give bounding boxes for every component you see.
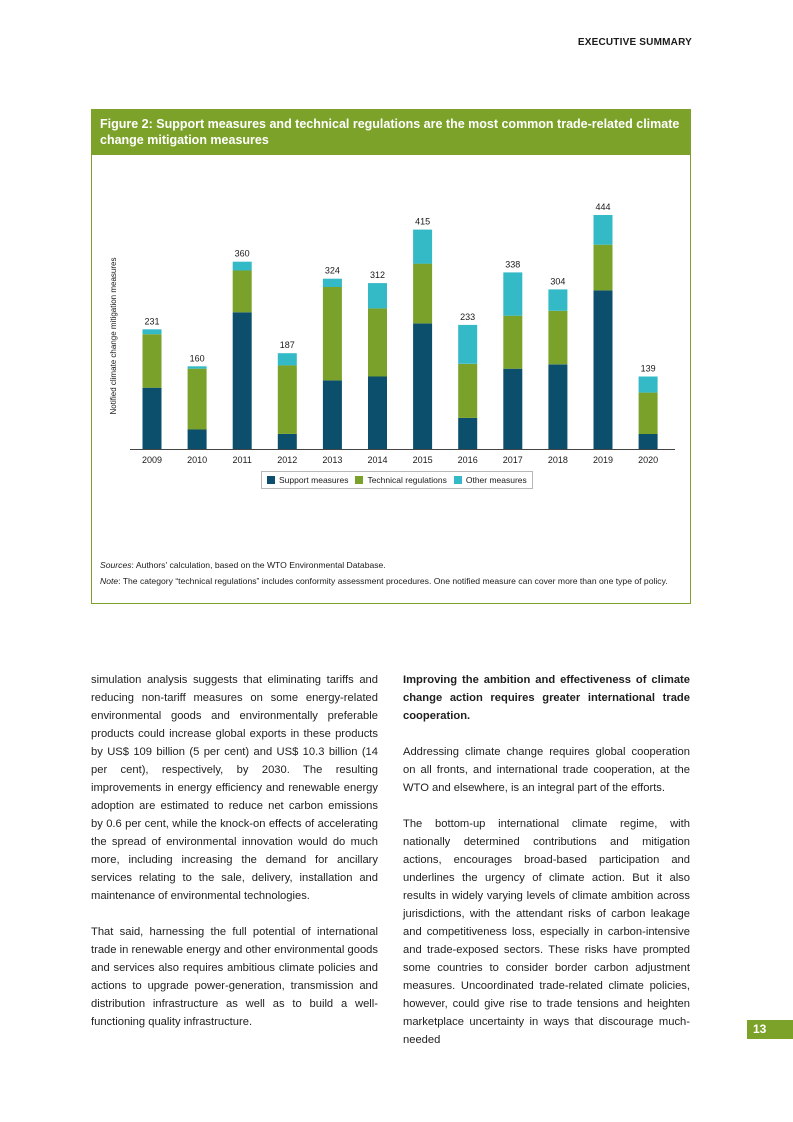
bar-segment-technical-regulations	[143, 334, 162, 388]
x-tick-label: 2012	[277, 455, 298, 465]
bar-segment-other-measures	[639, 377, 658, 393]
bar-segment-support-measures	[188, 430, 207, 450]
bar-segment-support-measures	[413, 324, 432, 450]
legend-swatch-support	[267, 476, 275, 484]
x-tick-label: 2010	[187, 455, 208, 465]
x-tick-label: 2018	[547, 455, 568, 465]
bar-segment-support-measures	[368, 377, 387, 450]
sources-text: : Authors' calculation, based on the WTO Environmental Database.	[131, 560, 386, 570]
bar-segment-support-measures	[143, 388, 162, 449]
bar-total-label: 312	[369, 270, 386, 281]
bar-segment-support-measures	[233, 312, 252, 449]
bar-segment-other-measures	[233, 262, 252, 271]
bar-segment-technical-regulations	[323, 287, 342, 380]
legend-swatch-other	[454, 476, 462, 484]
bar-segment-other-measures	[503, 272, 522, 315]
bar-segment-technical-regulations	[233, 271, 252, 313]
legend-item-technical	[355, 475, 446, 485]
bar-segment-support-measures	[278, 434, 297, 449]
bar-segment-technical-regulations	[639, 393, 658, 434]
bar-segment-other-measures	[278, 353, 297, 365]
bar-segment-other-measures	[413, 230, 432, 264]
bar-segment-technical-regulations	[188, 369, 207, 430]
bar-total-label: 304	[550, 276, 566, 287]
bar-segment-other-measures	[188, 366, 207, 368]
bar-segment-other-measures	[458, 325, 477, 364]
note-text: : The category “technical regulations” includes conformity assessment procedures. One notified measure can cover more than one type of policy.	[118, 576, 668, 586]
legend-label-technical: Technical regulations	[367, 475, 447, 485]
bar-segment-support-measures	[594, 290, 613, 449]
x-tick-label: 2019	[592, 455, 614, 465]
legend-swatch-technical	[355, 476, 363, 484]
x-tick-label: 2011	[232, 455, 252, 465]
bar-total-label: 231	[144, 316, 160, 327]
bar-segment-support-measures	[548, 364, 567, 449]
bar-segment-other-measures	[323, 279, 342, 287]
x-tick-label: 2020	[638, 455, 659, 465]
x-tick-label: 2015	[412, 455, 433, 465]
bar-segment-other-measures	[548, 289, 567, 310]
bar-segment-technical-regulations	[278, 365, 297, 434]
bar-total-label: 444	[595, 202, 611, 212]
lead-paragraph: Improving the ambition and effectiveness of climate change action requires greater international trade cooperation.	[403, 674, 690, 722]
body-paragraph: simulation analysis suggests that eliminating tariffs and reducing non-tariff measures on some energy-related environmental goods and environmentally preferable products could increase global exports in these products by US$ 109 billion (5 per cent) and US$ 10.3 billion (14 per cent), respectively, by 2030. The resulting improvements in energy efficiency and renewable energy adoption are estimated to reduce net carbon emissions by 0.6 per cent, while the knock-on effects of accelerating the spread of environmental innovation would do much more, including increasing the demand for ancillary services relating to the sale, delivery, installation and maintenance of environmental technologies.	[91, 674, 378, 902]
x-tick-label: 2014	[367, 455, 388, 465]
body-paragraph: Addressing climate change requires global cooperation on all fronts, and international trade cooperation, at the WTO and elsewhere, is an integral part of the efforts.	[403, 746, 690, 794]
sources-label: Sources	[100, 560, 132, 570]
body-paragraph: The bottom-up international climate regime, with nationally determined contributions and mitigation actions, encourages broad-based participation and underlines the urgency of climate action. But it also results in widely varying levels of climate ambition across jurisdictions, with the attendant risks of carbon leakage and competitiveness loss, especially in carbon-intensive and trade-exposed sectors. These risks have prompted some countries to consider border carbon adjustment measures. Uncoordinated trade-related climate policies, however, could give rise to trade tensions and heighten marketplace uncertainty in ways that discourage much-needed	[403, 818, 690, 1046]
y-axis-label: Notified climate change mitigation measures	[109, 257, 118, 415]
bar-segment-support-measures	[639, 434, 658, 449]
figure-box	[91, 109, 691, 604]
figure-note	[100, 575, 682, 587]
bar-total-label: 160	[189, 353, 205, 364]
x-tick-label: 2013	[322, 455, 343, 465]
note-label: Note	[100, 576, 119, 586]
bar-segment-support-measures	[503, 369, 522, 449]
bar-segment-support-measures	[458, 418, 477, 449]
bar-total-label: 187	[279, 340, 295, 351]
bar-segment-technical-regulations	[548, 311, 567, 365]
page-number: 13	[747, 1020, 793, 1039]
x-tick-label: 2009	[141, 455, 163, 465]
bar-segment-other-measures	[594, 215, 613, 245]
legend-label-support: Support measures	[279, 475, 349, 485]
bar-segment-technical-regulations	[413, 264, 432, 324]
figure-sources	[100, 559, 682, 571]
bar-segment-other-measures	[143, 329, 162, 334]
body-column-right	[403, 671, 690, 1067]
x-tick-label: 2017	[502, 455, 523, 465]
bar-segment-technical-regulations	[368, 308, 387, 376]
bar-total-label: 139	[640, 363, 656, 374]
chart-legend	[261, 471, 533, 489]
bar-total-label: 360	[234, 248, 250, 259]
bar-total-label: 415	[415, 216, 431, 227]
bar-total-label: 324	[324, 265, 340, 276]
body-paragraph: That said, harnessing the full potential of international trade in renewable energy and other environmental goods and services also requires ambitious climate policies and actions to upgrade power-generation, transmission and distribution infrastructure as well as to build a well-functioning quality infrastructure.	[91, 926, 378, 1028]
figure-notes	[100, 559, 682, 591]
section-header: EXECUTIVE SUMMARY	[577, 37, 692, 48]
x-tick-label: 2016	[457, 455, 478, 465]
bar-segment-technical-regulations	[503, 316, 522, 369]
bar-segment-other-measures	[368, 283, 387, 308]
bar-total-label: 233	[460, 311, 476, 322]
legend-item-other	[454, 475, 527, 485]
body-column-left	[91, 671, 378, 1049]
legend-label-other: Other measures	[465, 475, 527, 485]
bar-total-label: 338	[505, 259, 521, 270]
bar-segment-technical-regulations	[458, 364, 477, 418]
figure-title: Figure 2: Support measures and technical regulations are the most common trade-related climate change mitigation measures	[92, 110, 690, 155]
legend-item-support	[267, 475, 348, 485]
bar-segment-technical-regulations	[594, 245, 613, 291]
bar-segment-support-measures	[323, 380, 342, 449]
